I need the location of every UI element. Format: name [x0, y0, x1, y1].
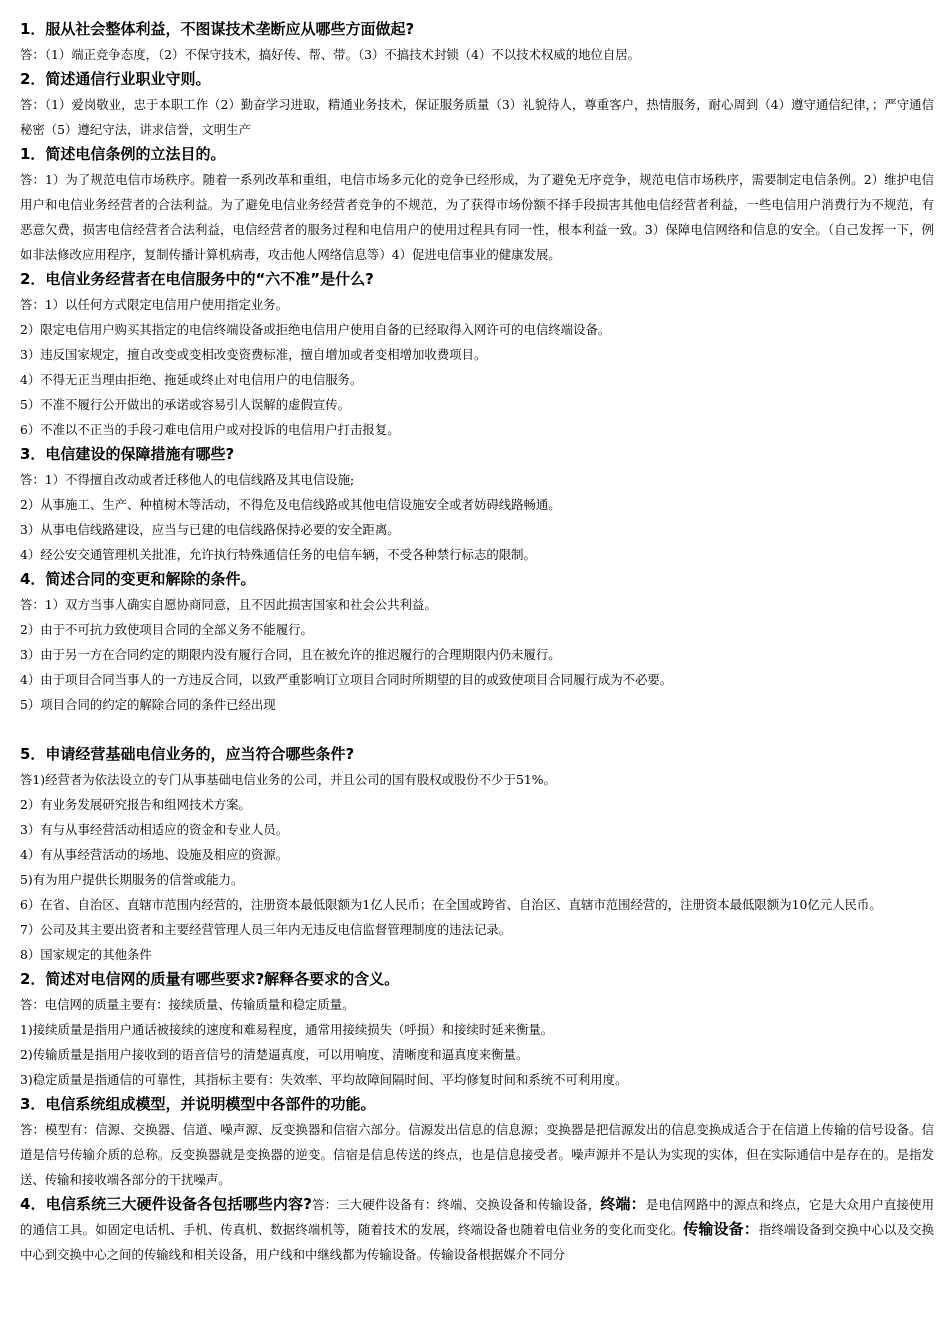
- answer-line: 4）经公安交通管理机关批准，允许执行特殊通信任务的电信车辆，不受各种禁行标志的限制。: [20, 547, 536, 562]
- answer-line: 4）不得无正当理由拒绝、拖延或终止对电信用户的电信服务。: [20, 372, 363, 387]
- answer-line: 4）有从事经营活动的场地、设施及相应的资源。: [20, 847, 289, 862]
- answer-text: 答：（1）爱岗敬业，忠于本职工作（2）勤奋学习进取，精通业务技术，保证服务质量（3）礼貌待人，尊重客户，热情服务，耐心周到（4）遵守通信纪律，；严守通信秘密（5）遵纪守法，讲求信誉，文明生产: [20, 97, 934, 137]
- answer-line: 7）公司及其主要出资者和主要经营管理人员三年内无违反电信监督管理制度的违法记录。: [20, 922, 512, 937]
- answer-line: 答：1）双方当事人确实自愿协商同意，且不因此损害国家和社会公共利益。: [20, 597, 437, 612]
- answer-line: 3）有与从事经营活动相适应的资金和专业人员。: [20, 822, 289, 837]
- answer-line: 答：1）不得擅自改动或者迁移他人的电信线路及其电信设施;: [20, 472, 355, 487]
- answer-line: 5）项目合同的约定的解除合同的条件已经出现: [20, 697, 276, 712]
- answer-text: 答：三大硬件设备有：终端、交换设备和传输设备，: [311, 1197, 601, 1212]
- answer-line: 2）限定电信用户购买其指定的电信终端设备或拒绝电信用户使用自备的已经取得入网许可的电信终端设备。: [20, 322, 611, 337]
- question-title: 4．电信系统三大硬件设备各包括哪些内容?: [20, 1195, 312, 1213]
- question-title: 1．服从社会整体利益，不图谋技术垄断应从哪些方面做起?: [20, 20, 415, 38]
- answer-line: 2）有业务发展研究报告和组网技术方案。: [20, 797, 251, 812]
- question-title: 1．简述电信条例的立法目的。: [20, 145, 226, 163]
- question-title: 3．电信建设的保障措施有哪些?: [20, 445, 235, 463]
- question-title: 2．简述通信行业职业守则。: [20, 70, 211, 88]
- question-title: 4．简述合同的变更和解除的条件。: [20, 570, 256, 588]
- question-title: 2．电信业务经营者在电信服务中的“六不准”是什么?: [20, 270, 374, 288]
- answer-line: 2）从事施工、生产、种植树木等活动，不得危及电信线路或其他电信设施安全或者妨碍线路畅通。: [20, 497, 561, 512]
- answer-text: [20, 1192, 934, 1267]
- answer-line: 3）从事电信线路建设，应当与已建的电信线路保持必要的安全距离。: [20, 522, 400, 537]
- answer-line: 5)有为用户提供长期服务的信誉或能力。: [20, 872, 244, 887]
- answer-text: 答：（1）端正竞争态度，（2）不保守技术，搞好传、帮、带。（3）不搞技术封锁（4）不以技术权威的地位自居。: [20, 47, 641, 62]
- answer-line: 8）国家规定的其他条件: [20, 947, 152, 962]
- answer-line: 1)接续质量是指用户通话被接续的速度和难易程度，通常用接续损失（呼损）和接续时延来衡量。: [20, 1022, 554, 1037]
- blank-line: [20, 717, 934, 742]
- answer-line: 3）违反国家规定，擅自改变或变相改变资费标准，擅自增加或者变相增加收费项目。: [20, 347, 487, 362]
- answer-line: 答1)经营者为依法设立的专门从事基础电信业务的公司，并且公司的国有股权或股份不少于51%。: [20, 772, 556, 787]
- term-label: 传输设备：: [683, 1220, 759, 1238]
- question-title: 5．申请经营基础电信业务的，应当符合哪些条件?: [20, 745, 355, 763]
- answer-line: 3）由于另一方在合同约定的期限内没有履行合同，且在被允许的推迟履行的合理期限内仍未履行。: [20, 647, 561, 662]
- answer-text: 指终端设备到交换中心以及交换中心到交换中心之间的传输线和相关设备，用户线和中继线都为传输设备。传输设备根据媒介不同分: [20, 1222, 934, 1262]
- answer-text: 答：模型有：信源、交换器、信道、噪声源、反变换器和信宿六部分。信源发出信息的信息源；变换器是把信源发出的信息变换成适合于在信道上传输的信号设备。信道是信号传输介质的总称。反变换器就是变换器的逆变。信宿是信息传送的终点，也是信息接受者。噪声源并不是认为实现的实体，但在实际通信中是存在的。是指发送、传输和接收端各部分的干扰噪声。: [20, 1122, 934, 1187]
- answer-line: 5）不准不履行公开做出的承诺或容易引人误解的虚假宣传。: [20, 397, 351, 412]
- answer-line: 答：1）以任何方式限定电信用户使用指定业务。: [20, 297, 289, 312]
- answer-line: 答：电信网的质量主要有：接续质量、传输质量和稳定质量。: [20, 997, 355, 1012]
- answer-text: 6）在省、自治区、直辖市范围内经营的，注册资本最低限额为1亿人民币；在全国或跨省、自治区、直辖市范围经营的，注册资本最低限额为10亿元人民币。: [20, 897, 882, 912]
- answer-line: 3)稳定质量是指通信的可靠性，其指标主要有：失效率、平均故障间隔时间、平均修复时间和系统不可利用度。: [20, 1072, 628, 1087]
- answer-line: 6）不准以不正当的手段刁难电信用户或对投诉的电信用户打击报复。: [20, 422, 400, 437]
- answer-text: 是电信网路中的源点和终点，它是大众用户直接使用的通信工具。如固定电话机、手机、传真机、数据终端机等，随着技术的发展，终端设备也随着电信业务的变化而变化。: [20, 1197, 935, 1237]
- answer-line: 2）由于不可抗力致使项目合同的全部义务不能履行。: [20, 622, 313, 637]
- answer-line: 4）由于项目合同当事人的一方违反合同，以致严重影响订立项目合同时所期望的目的或致使项目合同履行成为不必要。: [20, 672, 673, 687]
- question-title: 3．电信系统组成模型，并说明模型中各部件的功能。: [20, 1095, 376, 1113]
- answer-line: 2)传输质量是指用户接收到的语音信号的清楚逼真度，可以用响度、清晰度和逼真度来衡量。: [20, 1047, 529, 1062]
- question-title: 2．简述对电信网的质量有哪些要求?解释各要求的含义。: [20, 970, 400, 988]
- answer-text: 答：1）为了规范电信市场秩序。随着一系列改革和重组，电信市场多元化的竞争已经形成，为了避免无序竞争，规范电信市场秩序，需要制定电信条例。2）维护电信用户和电信业务经营者的合法利益。为了避免电信业务经营者竞争的不规范，为了获得市场份额不择手段损害其他电信经营者利益，一些电信用户消费行为不规范，有恶意欠费，损害电信经营者合法利益，电信经营者的服务过程和电信用户的使用过程具有同一性，根本利益一致。3）保障电信网络和信息的安全。（自己发挥一下，例如非法修改应用程序，复制传播计算机病毒，攻击他人网络信息等）4）促进电信事业的健康发展。: [20, 172, 934, 262]
- term-label: 终端：: [600, 1195, 646, 1213]
